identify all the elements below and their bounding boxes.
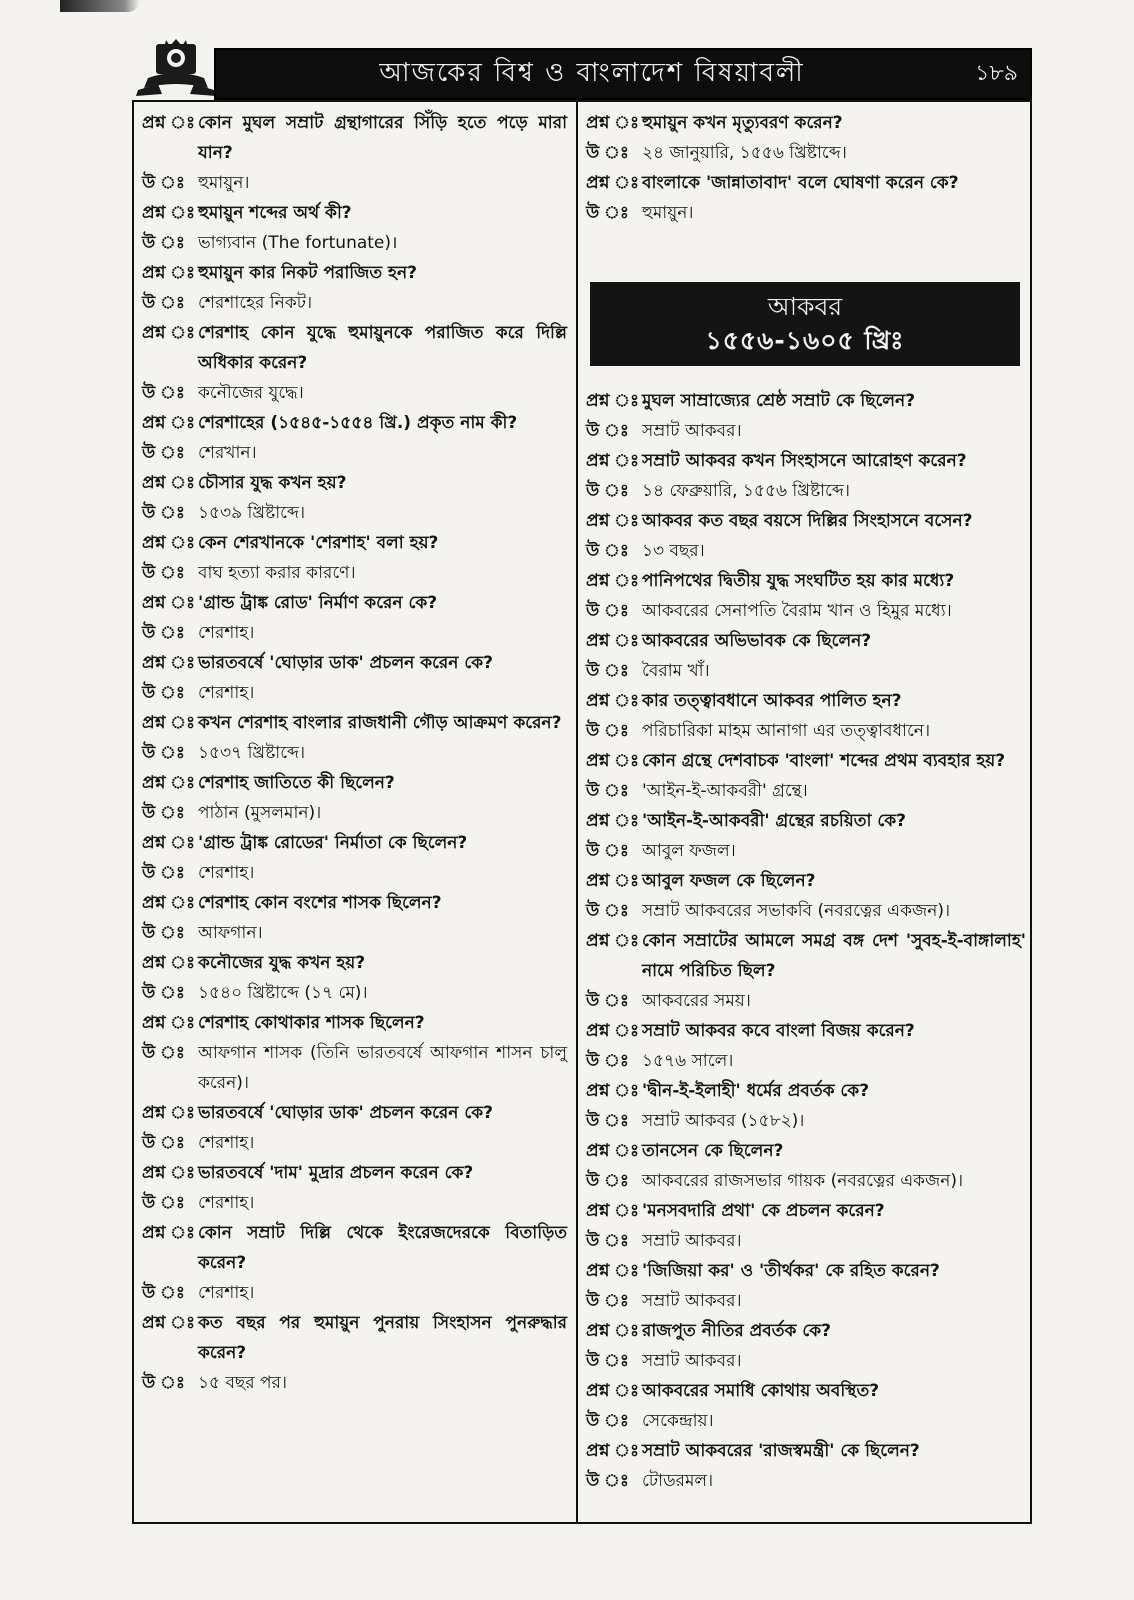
question-row (142, 468, 567, 498)
answer-label: উ ঃ (142, 803, 185, 823)
question-label: প্রশ্ন ঃ (142, 953, 196, 973)
question-row (142, 1218, 567, 1278)
answer-text: ১৫ বছর পর। (198, 1373, 287, 1393)
question-label: প্রশ্ন ঃ (586, 1261, 640, 1281)
answer-text: আকবরের সময়। (642, 991, 751, 1011)
answer-label: উ ঃ (142, 503, 185, 523)
answer-text: শেরখান। (198, 443, 257, 463)
answer-label: উ ঃ (142, 743, 185, 763)
right-column-bottom (586, 386, 1026, 1496)
answer-text: হুমায়ুন। (198, 173, 250, 193)
answer-row (142, 438, 567, 468)
question-row (586, 168, 1026, 198)
question-label: প্রশ্ন ঃ (586, 1081, 640, 1101)
answer-label: উ ঃ (142, 233, 185, 253)
answer-label: উ ঃ (586, 1051, 629, 1071)
answer-text: সেকেন্দ্রায়। (642, 1411, 714, 1431)
answer-label: উ ঃ (586, 661, 629, 681)
question-row (586, 1136, 1026, 1166)
answer-row (586, 536, 1026, 566)
question-label: প্রশ্ন ঃ (586, 691, 640, 711)
answer-label: উ ঃ (142, 383, 185, 403)
question-label: প্রশ্ন ঃ (142, 773, 196, 793)
answer-row (142, 228, 567, 258)
question-label: প্রশ্ন ঃ (586, 113, 640, 133)
question-label: প্রশ্ন ঃ (142, 323, 196, 343)
question-text: শেরশাহের (১৫৪৫-১৫৫৪ খ্রি.) প্রকৃত নাম কী? (198, 413, 518, 433)
answer-row (142, 978, 567, 1008)
answer-label: উ ঃ (586, 1291, 629, 1311)
answer-text: ১৫৪০ খ্রিষ্টাব্দে (১৭ মে)। (198, 983, 368, 1003)
answer-label: উ ঃ (142, 1133, 185, 1153)
answer-row (142, 918, 567, 948)
question-label: প্রশ্ন ঃ (586, 511, 640, 531)
answer-row (142, 1038, 567, 1098)
answer-label: উ ঃ (142, 683, 185, 703)
book-title: আজকের বিশ্ব ও বাংলাদেশ বিষয়াবলী (379, 58, 805, 88)
question-text: কখন শেরশাহ বাংলার রাজধানী গৌড় আক্রমণ করেন? (198, 713, 562, 733)
question-row (586, 866, 1026, 896)
answer-text: ভাগ্যবান (The fortunate)। (198, 233, 398, 253)
question-text: কোন সম্রাটের আমলে সমগ্র বঙ্গ দেশ 'সুবহ-ই-বাঙ্গালাহ' নামে পরিচিত ছিল? (642, 931, 1026, 981)
scan-edge-mark (60, 0, 140, 12)
question-row (586, 1196, 1026, 1226)
page-number: ১৮৯ (975, 60, 1018, 86)
answer-row (142, 498, 567, 528)
answer-text: বাঘ হত্যা করার কারণে। (198, 563, 356, 583)
section-years: ১৫৫৬-১৬০৫ খ্রিঃ (705, 326, 905, 355)
answer-label: উ ঃ (142, 1283, 185, 1303)
question-row (586, 1016, 1026, 1046)
question-label: প্রশ্ন ঃ (142, 113, 196, 133)
question-text: আকবর কত বছর বয়সে দিল্লির সিংহাসনে বসেন? (642, 511, 973, 531)
question-row (586, 1316, 1026, 1346)
answer-text: সম্রাট আকবর। (642, 421, 742, 441)
question-text: 'মনসবদারি প্রথা' কে প্রচলন করেন? (642, 1201, 885, 1221)
question-text: চৌসার যুদ্ধ কখন হয়? (198, 473, 347, 493)
answer-row (142, 168, 567, 198)
answer-text: আকবরের রাজসভার গায়ক (নবরত্নের একজন)। (642, 1171, 964, 1191)
section-banner (590, 282, 1020, 366)
question-row (142, 1008, 567, 1038)
question-label: প্রশ্ন ঃ (586, 391, 640, 411)
question-row (586, 1076, 1026, 1106)
answer-text: শেরশাহের নিকট। (198, 293, 313, 313)
question-label: প্রশ্ন ঃ (586, 1021, 640, 1041)
question-text: 'জিজিয়া কর' ও 'তীর্থকর' কে রহিত করেন? (642, 1261, 940, 1281)
question-text: আকবরের অভিভাবক কে ছিলেন? (642, 631, 872, 651)
question-text: কনৌজের যুদ্ধ কখন হয়? (198, 953, 366, 973)
question-row (142, 1308, 567, 1368)
question-row (586, 926, 1026, 986)
answer-label: উ ঃ (142, 563, 185, 583)
answer-row (586, 896, 1026, 926)
question-row (142, 588, 567, 618)
answer-row (142, 288, 567, 318)
question-row (142, 108, 567, 168)
question-row (586, 566, 1026, 596)
question-row (586, 806, 1026, 836)
answer-label: উ ঃ (142, 443, 185, 463)
answer-row (142, 798, 567, 828)
answer-row (586, 416, 1026, 446)
question-label: প্রশ্ন ঃ (142, 1103, 196, 1123)
question-text: 'গ্রান্ড ট্রাঙ্ক রোড' নির্মাণ করেন কে? (198, 593, 438, 613)
answer-row (142, 558, 567, 588)
answer-label: উ ঃ (586, 1111, 629, 1131)
question-label: প্রশ্ন ঃ (586, 451, 640, 471)
answer-text: সম্রাট আকবর (১৫৮২)। (642, 1111, 805, 1131)
answer-label: উ ঃ (586, 541, 629, 561)
question-label: প্রশ্ন ঃ (142, 203, 196, 223)
answer-row (142, 378, 567, 408)
question-label: প্রশ্ন ঃ (586, 1141, 640, 1161)
answer-text: কনৌজের যুদ্ধে। (198, 383, 304, 403)
publisher-logo-icon (128, 38, 224, 96)
question-row (142, 1098, 567, 1128)
question-label: প্রশ্ন ঃ (586, 871, 640, 891)
answer-text: বৈরাম খাঁ। (642, 661, 710, 681)
answer-row (586, 836, 1026, 866)
question-row (142, 768, 567, 798)
answer-row (142, 678, 567, 708)
question-text: 'আইন-ই-আকবরী' গ্রন্থের রচয়িতা কে? (642, 811, 907, 831)
answer-label: উ ঃ (142, 923, 185, 943)
answer-row (586, 1166, 1026, 1196)
answer-row (142, 1278, 567, 1308)
question-text: শেরশাহ জাতিতে কী ছিলেন? (198, 773, 395, 793)
answer-text: সম্রাট আকবরের সভাকবি (নবরত্নের একজন)। (642, 901, 951, 921)
question-label: প্রশ্ন ঃ (142, 713, 196, 733)
question-label: প্রশ্ন ঃ (142, 653, 196, 673)
question-row (586, 686, 1026, 716)
question-text: শেরশাহ কোন বংশের শাসক ছিলেন? (198, 893, 442, 913)
answer-row (142, 858, 567, 888)
question-label: প্রশ্ন ঃ (142, 593, 196, 613)
answer-label: উ ঃ (586, 1351, 629, 1371)
answer-text: ১৫৩৭ খ্রিষ্টাব্দে। (198, 743, 306, 763)
section-title: আকবর (767, 292, 843, 321)
answer-text: সম্রাট আকবর। (642, 1231, 742, 1251)
answer-label: উ ঃ (586, 901, 629, 921)
answer-label: উ ঃ (586, 1171, 629, 1191)
question-label: প্রশ্ন ঃ (586, 1381, 640, 1401)
answer-label: উ ঃ (142, 623, 185, 643)
right-column (586, 108, 1026, 1496)
answer-row (142, 1188, 567, 1218)
left-column (142, 108, 567, 1398)
question-text: মুঘল সাম্রাজ্যের শ্রেষ্ঠ সম্রাট কে ছিলেন? (642, 391, 916, 411)
answer-text: হুমায়ুন। (642, 203, 694, 223)
header-bar (214, 48, 1032, 100)
answer-label: উ ঃ (142, 983, 185, 1003)
question-row (142, 708, 567, 738)
question-row (586, 626, 1026, 656)
answer-row (586, 1286, 1026, 1316)
question-row (142, 888, 567, 918)
question-row (586, 506, 1026, 536)
answer-row (586, 656, 1026, 686)
question-row (142, 948, 567, 978)
question-text: ভারতবর্ষে 'ঘোড়ার ডাক' প্রচলন করেন কে? (198, 653, 494, 673)
answer-text: আকবরের সেনাপতি বৈরাম খান ও হিমুর মধ্যে। (642, 601, 952, 621)
answer-text: ১৫৭৬ সালে। (642, 1051, 734, 1071)
answer-label: উ ঃ (586, 203, 629, 223)
question-label: প্রশ্ন ঃ (586, 571, 640, 591)
answer-label: উ ঃ (586, 481, 629, 501)
answer-text: ২৪ জানুয়ারি, ১৫৫৬ খ্রিষ্টাব্দে। (642, 143, 847, 163)
question-row (586, 446, 1026, 476)
question-label: প্রশ্ন ঃ (586, 811, 640, 831)
question-text: 'গ্রান্ড ট্রাঙ্ক রোডের' নির্মাতা কে ছিলেন? (198, 833, 468, 853)
answer-label: উ ঃ (586, 1411, 629, 1431)
question-row (586, 746, 1026, 776)
question-text: শেরশাহ কোথাকার শাসক ছিলেন? (198, 1013, 425, 1033)
answer-row (586, 1406, 1026, 1436)
question-label: প্রশ্ন ঃ (142, 533, 196, 553)
answer-text: সম্রাট আকবর। (642, 1291, 742, 1311)
answer-text: শেরশাহ। (198, 683, 255, 703)
page-header (128, 38, 1032, 96)
answer-row (586, 776, 1026, 806)
question-row (586, 386, 1026, 416)
question-label: প্রশ্ন ঃ (586, 931, 640, 951)
answer-label: উ ঃ (586, 1471, 629, 1491)
question-row (142, 408, 567, 438)
question-label: প্রশ্ন ঃ (142, 1163, 196, 1183)
question-row (142, 318, 567, 378)
answer-text: 'আইন-ই-আকবরী' গ্রন্থে। (642, 781, 808, 801)
answer-label: উ ঃ (586, 143, 629, 163)
question-text: কোন গ্রন্থে দেশবাচক 'বাংলা' শব্দের প্রথম ব্যবহার হয়? (642, 751, 1006, 771)
answer-text: শেরশাহ। (198, 1193, 255, 1213)
answer-text: পাঠান (মুসলমান)। (198, 803, 322, 823)
answer-row (586, 1226, 1026, 1256)
answer-label: উ ঃ (142, 293, 185, 313)
answer-text: পরিচারিকা মাহম আনাগা এর তত্ত্বাবধানে। (642, 721, 931, 741)
answer-text: সম্রাট আকবর। (642, 1351, 742, 1371)
question-label: প্রশ্ন ঃ (586, 751, 640, 771)
answer-text: টোডরমল। (642, 1471, 714, 1491)
question-row (586, 1256, 1026, 1286)
answer-text: শেরশাহ। (198, 623, 255, 643)
answer-text: ১৫৩৯ খ্রিষ্টাব্দে। (198, 503, 306, 523)
question-label: প্রশ্ন ঃ (586, 631, 640, 651)
answer-label: উ ঃ (586, 1231, 629, 1251)
question-text: রাজপুত নীতির প্রবর্তক কে? (642, 1321, 831, 1341)
question-text: সম্রাট আকবর কবে বাংলা বিজয় করেন? (642, 1021, 915, 1041)
answer-row (586, 1106, 1026, 1136)
content-frame (132, 100, 1032, 1524)
answer-row (586, 476, 1026, 506)
answer-label: উ ঃ (142, 173, 185, 193)
question-label: প্রশ্ন ঃ (142, 263, 196, 283)
answer-row (586, 138, 1026, 168)
answer-text: ১৩ বছর। (642, 541, 705, 561)
question-text: কত বছর পর হুমায়ুন পুনরায় সিংহাসন পুনরুদ্ধার করেন? (198, 1313, 567, 1363)
question-text: আবুল ফজল কে ছিলেন? (642, 871, 816, 891)
answer-row (586, 986, 1026, 1016)
question-label: প্রশ্ন ঃ (142, 1013, 196, 1033)
question-label: প্রশ্ন ঃ (586, 173, 640, 193)
question-row (142, 828, 567, 858)
question-row (586, 108, 1026, 138)
answer-label: উ ঃ (586, 601, 629, 621)
question-row (142, 1158, 567, 1188)
answer-text: ১৪ ফেব্রুয়ারি, ১৫৫৬ খ্রিষ্টাব্দে। (642, 481, 850, 501)
question-row (586, 1376, 1026, 1406)
answer-text: আফগান শাসক (তিনি ভারতবর্ষে আফগান শাসন চালু করেন)। (198, 1043, 567, 1093)
answer-row (586, 716, 1026, 746)
answer-text: আবুল ফজল। (642, 841, 736, 861)
answer-text: শেরশাহ। (198, 1283, 255, 1303)
question-text: সম্রাট আকবরের 'রাজস্বমন্ত্রী' কে ছিলেন? (642, 1441, 920, 1461)
question-label: প্রশ্ন ঃ (142, 1223, 196, 1243)
answer-row (142, 1128, 567, 1158)
answer-label: উ ঃ (142, 1193, 185, 1213)
question-row (142, 648, 567, 678)
answer-row (142, 618, 567, 648)
question-text: কোন মুঘল সম্রাট গ্রন্থাগারের সিঁড়ি হতে পড়ে মারা যান? (198, 113, 567, 163)
column-divider (576, 102, 578, 1522)
answer-label: উ ঃ (586, 781, 629, 801)
question-row (142, 528, 567, 558)
answer-text: শেরশাহ। (198, 1133, 255, 1153)
question-text: হুমায়ুন কার নিকট পরাজিত হন? (198, 263, 417, 283)
question-text: ভারতবর্ষে 'ঘোড়ার ডাক' প্রচলন করেন কে? (198, 1103, 494, 1123)
question-label: প্রশ্ন ঃ (586, 1321, 640, 1341)
question-text: সম্রাট আকবর কখন সিংহাসনে আরোহণ করেন? (642, 451, 967, 471)
question-text: হুমায়ুন শব্দের অর্থ কী? (198, 203, 352, 223)
answer-row (586, 596, 1026, 626)
question-label: প্রশ্ন ঃ (142, 473, 196, 493)
answer-label: উ ঃ (142, 1373, 185, 1393)
answer-row (142, 1368, 567, 1398)
answer-label: উ ঃ (586, 421, 629, 441)
question-row (142, 198, 567, 228)
question-text: তানসেন কে ছিলেন? (642, 1141, 784, 1161)
question-label: প্রশ্ন ঃ (142, 893, 196, 913)
question-label: প্রশ্ন ঃ (142, 833, 196, 853)
question-label: প্রশ্ন ঃ (586, 1441, 640, 1461)
question-text: কোন সম্রাট দিল্লি থেকে ইংরেজদেরকে বিতাড়িত করেন? (198, 1223, 567, 1273)
right-column-top (586, 108, 1026, 228)
question-text: পানিপথের দ্বিতীয় যুদ্ধ সংঘটিত হয় কার মধ্যে? (642, 571, 955, 591)
answer-label: উ ঃ (586, 721, 629, 741)
question-row (142, 258, 567, 288)
answer-label: উ ঃ (142, 863, 185, 883)
question-label: প্রশ্ন ঃ (142, 413, 196, 433)
question-label: প্রশ্ন ঃ (142, 1313, 196, 1333)
question-text: বাংলাকে 'জান্নাতাবাদ' বলে ঘোষণা করেন কে? (642, 173, 959, 193)
answer-label: উ ঃ (586, 991, 629, 1011)
answer-row (586, 1346, 1026, 1376)
answer-row (586, 1046, 1026, 1076)
question-text: কেন শেরখানকে 'শেরশাহ' বলা হয়? (198, 533, 439, 553)
question-text: কার তত্ত্বাবধানে আকবর পালিত হন? (642, 691, 902, 711)
answer-label: উ ঃ (586, 841, 629, 861)
answer-row (586, 198, 1026, 228)
question-text: ভারতবর্ষে 'দাম' মুদ্রার প্রচলন করেন কে? (198, 1163, 474, 1183)
answer-text: শেরশাহ। (198, 863, 255, 883)
answer-row (142, 738, 567, 768)
answer-label: উ ঃ (142, 1043, 185, 1063)
question-row (586, 1436, 1026, 1466)
question-text: 'দ্বীন-ই-ইলাহী' ধর্মের প্রবর্তক কে? (642, 1081, 870, 1101)
question-text: শেরশাহ কোন যুদ্ধে হুমায়ুনকে পরাজিত করে দিল্লি অধিকার করেন? (198, 323, 567, 373)
answer-text: আফগান। (198, 923, 263, 943)
question-text: হুমায়ুন কখন মৃত্যুবরণ করেন? (642, 113, 843, 133)
question-label: প্রশ্ন ঃ (586, 1201, 640, 1221)
answer-row (586, 1466, 1026, 1496)
question-text: আকবরের সমাধি কোথায় অবস্থিত? (642, 1381, 880, 1401)
